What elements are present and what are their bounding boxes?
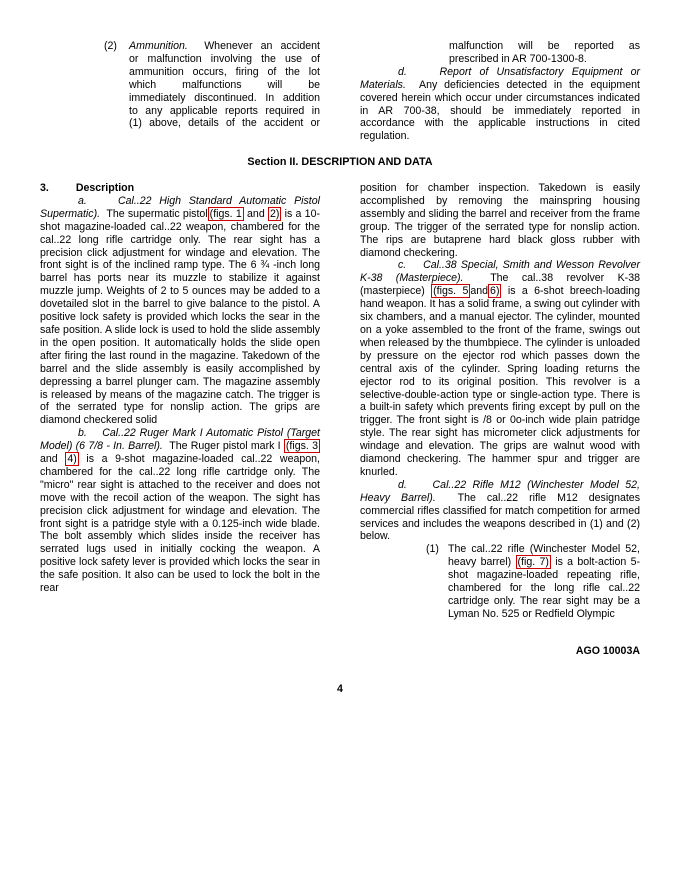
ammunition-line: immediately discontinued. In addition <box>129 91 320 104</box>
report-paragraph: d. Report of Unsatisfactory Equipment or Materials. Any deficiencies detected in the equipment covered herein which occur under circumstances indicated in AR 700-38, should be immediately reported in accordance with the applicable instructions in cited regulation. <box>360 65 640 143</box>
ammunition-line: to any applicable reports required in <box>129 104 320 117</box>
paragraph-d-title: Cal..22 Rifle M12 (Winchester Model 52, Heavy Barrel). <box>360 478 640 504</box>
ammunition-line: which malfunctions will be <box>129 78 320 91</box>
ammunition-line: or malfunction involving the use of <box>129 52 320 65</box>
paragraph-b-title: Cal..22 Ruger Mark I Automatic Pistol (Target Model) (6 7/8 - In. Barrel). <box>40 427 320 453</box>
continuation-paragraph: position for chamber inspection. Takedown is easily accomplished by removing the mainspring housing assembly and sliding the barrel and receiver from the frame group. The trigger of the serrated type for nonslip action. The rips are butaprene hard black gloss rubber with diamond checkering. <box>360 182 640 259</box>
report-title: Report of Unsatisfactory Equipment or Materials. <box>360 65 640 91</box>
left-column <box>40 182 320 595</box>
figure-link[interactable]: (figs. 5 <box>433 285 469 298</box>
paragraph-d: d. Cal..22 Rifle M12 (Winchester Model 52, Heavy Barrel). The cal..22 rifle M12 designates commercial rifles classified for match competition for armed services and includes the weapons described in (1) and (2) below. <box>360 478 640 543</box>
paragraph-c-title: Cal..38 Special, Smith and Wesson Revolver K-38 (Masterpiece). <box>360 259 640 285</box>
figure-link[interactable]: 2) <box>269 207 280 220</box>
ammunition-line: (1) above, details of the accident or <box>129 117 320 130</box>
continuation-line: malfunction will be reported as <box>449 40 640 52</box>
continuation-line: prescribed in AR 700-1300-8. <box>449 52 587 65</box>
ammunition-line: ammunition occurs, firing of the lot <box>129 65 320 78</box>
page-number: 4 <box>337 683 343 695</box>
document-code: AGO 10003A <box>575 645 640 657</box>
description-heading: 3. Description <box>40 182 135 194</box>
figure-link[interactable]: (figs. 3 <box>285 440 319 453</box>
paragraph-c: c. Cal..38 Special, Smith and Wesson Revolver K-38 (Masterpiece). The cal..38 revolver K-38 (masterpiece) (figs. 5 and 6) is a 6-shot breech-loading hand weapon. It has a solid frame, a swing out cylinder with six chambers, and a manual ejector. The cylinder, mounted on a yoke assembled to the front of the frame, swings out when released by the thumbpiece. The cylinder is unloaded by pressure on the ejector rod which passes down the central axis of the cylinder. Spring loading returns the ejector rod to its original position. This revolver is a selective-double-action type or single-action type. There is a built-in safety which prevents firing except by pull on the trigger. The front sight is /8 or 0o-inch wide plain patridge style. The rear sight has micrometer click adjustments for windage and elevation. The grips are walnut wood with diamond checkering. The hammer spur and trigger are knurled. <box>360 259 641 478</box>
figure-link[interactable]: (fig. 7) <box>517 556 549 569</box>
figure-link[interactable]: (figs. 1 <box>209 207 242 220</box>
right-column <box>360 182 640 621</box>
paragraph-a: a. Cal..22 High Standard Automatic Pistol Supermatic). The supermatic pistol (figs. 1 and 2) is a 10-shot magazine-loaded cal..22 weapon, chambered for the cal..22 long rifle cartridge only. The rear sight has a precision click adjustment for windage and elevation. The front sight is of the inclined ramp type. The 6 ¾ -inch long barrel has ports near its muzzle to stabilize it against muzzle jump. Weights of 2 to 5 ounces may be added to a dovetailed slot in the barrel to give balance to the pistol. A positive lock safety is provided which locks the sear in the safe position. A slide lock is used to hold the slide assembly in the open position. It automatically holds the slide open after firing the last round in the magazine. Takedown of the barrel and the slide assembly is easily accomplished by depressing a barrel plunger cam. The magazine assembly is released by means of the magazine catch. The trigger is of the serrated type for nonslip action. The grips are diamond checkered solid <box>40 194 320 427</box>
item-number: (1) <box>426 543 439 556</box>
figure-link[interactable]: 4) <box>67 453 77 466</box>
ammunition-title: Ammunition. <box>129 40 188 52</box>
item-number: (2) <box>104 40 117 52</box>
paragraph-a-title: Cal..22 High Standard Automatic Pistol Supermatic). <box>40 194 320 220</box>
section-title: Section II. DESCRIPTION AND DATA <box>247 156 433 168</box>
subparagraph-1: (1) The cal..22 rifle (Winchester Model 52, heavy barrel) (fig. 7) is a bolt-action 5-shot magazine-loaded repeating rifle, chambered for the long rifle cal..22 cartridge only. The rear sight may be a Lyman No. 525 or Redfield Olympic <box>426 543 640 620</box>
top-right-block <box>360 40 640 143</box>
ammunition-paragraph <box>104 40 320 130</box>
paragraph-b: b. Cal..22 Ruger Mark I Automatic Pistol (Target Model) (6 7/8 - In. Barrel). The Ruger pistol mark I (figs. 3 and 4) is a 9-shot magazine-loaded cal..22 weapon, chambered for the cal..22 long rifle cartridge only. The "micro" rear sight is attached to the receiver and does not move with the recoil action of the weapon. The sight has precision click adjustment for windage and elevation. The front sight is a patridge style with a 0.125-inch wide blade. The bolt assembly which slides inside the receiver has serrated lugs used in initially cocking the weapon. A positive lock safety lever is provided which locks the sear in the safe position. It also can be used to lock the bolt in the rear <box>40 427 320 595</box>
figure-link[interactable]: 6) <box>490 285 500 298</box>
ammunition-line: Whenever an accident <box>204 40 320 52</box>
